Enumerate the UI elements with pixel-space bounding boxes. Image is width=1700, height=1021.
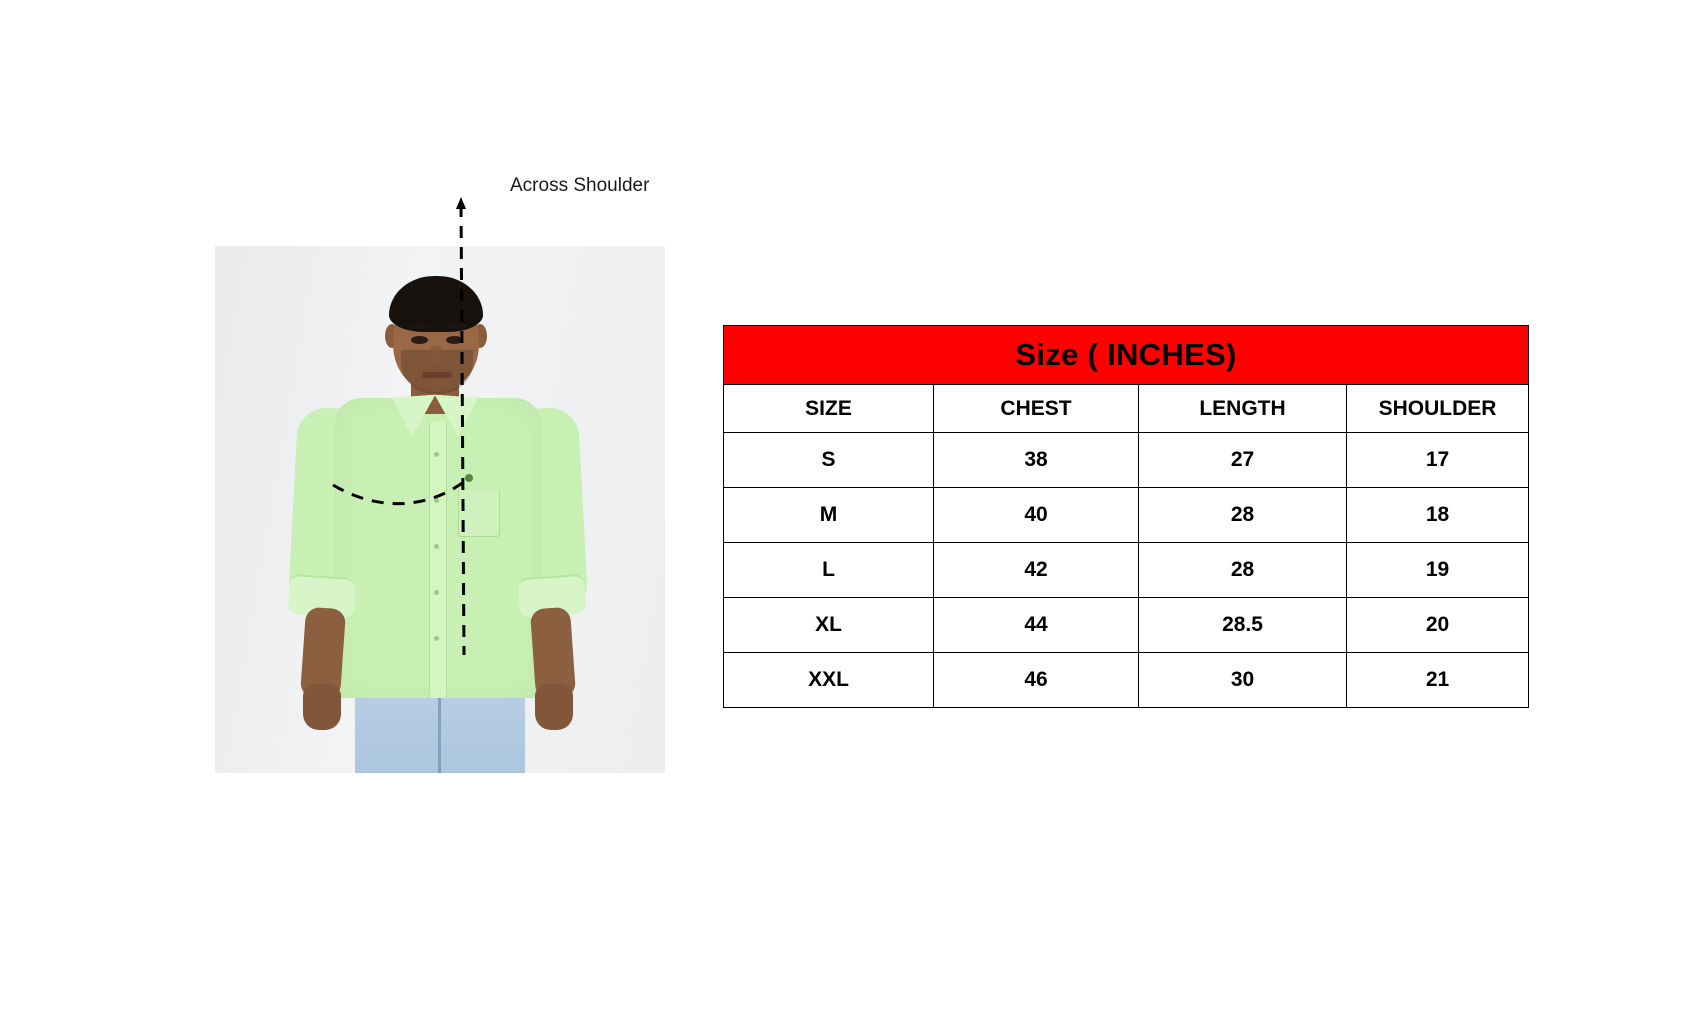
across-shoulder-arrowhead	[456, 197, 466, 209]
column-header-shoulder: SHOULDER	[1347, 385, 1529, 433]
size-chart-table	[723, 325, 1529, 708]
table-row	[724, 653, 1529, 708]
shirt-placket	[429, 422, 447, 698]
table-header-row	[724, 385, 1529, 433]
model-photo	[215, 246, 665, 773]
cell-chest: 40	[934, 488, 1139, 543]
hand-right	[535, 684, 573, 730]
cell-chest: 46	[934, 653, 1139, 708]
cell-length: 28.5	[1139, 598, 1347, 653]
cell-shoulder: 21	[1347, 653, 1529, 708]
mouth	[422, 372, 452, 378]
cell-size: M	[724, 488, 934, 543]
shirt-button	[434, 452, 439, 457]
cell-shoulder: 17	[1347, 433, 1529, 488]
table-row	[724, 433, 1529, 488]
cell-length: 27	[1139, 433, 1347, 488]
shirt-pocket-logo	[465, 474, 473, 482]
across-shoulder-annotation-label: Across Shoulder	[510, 175, 650, 196]
cell-size: XXL	[724, 653, 934, 708]
shirt-button	[434, 636, 439, 641]
eye-left	[411, 336, 428, 344]
shirt-button	[434, 590, 439, 595]
cell-length: 28	[1139, 488, 1347, 543]
table-row	[724, 543, 1529, 598]
cell-size: S	[724, 433, 934, 488]
cell-shoulder: 19	[1347, 543, 1529, 598]
shirt-button	[434, 544, 439, 549]
shirt-button	[434, 498, 439, 503]
table-title-row	[724, 326, 1529, 385]
nose	[431, 346, 441, 366]
eye-right	[446, 336, 463, 344]
cell-length: 28	[1139, 543, 1347, 598]
hand-left	[303, 684, 341, 730]
cell-size: XL	[724, 598, 934, 653]
shirt-pocket	[458, 490, 500, 537]
cell-chest: 44	[934, 598, 1139, 653]
cell-chest: 42	[934, 543, 1139, 598]
column-header-length: LENGTH	[1139, 385, 1347, 433]
cell-size: L	[724, 543, 934, 598]
cell-chest: 38	[934, 433, 1139, 488]
size-chart-title: Size ( INCHES)	[724, 326, 1529, 385]
column-header-chest: CHEST	[934, 385, 1139, 433]
column-header-size: SIZE	[724, 385, 934, 433]
jeans-seam	[438, 698, 441, 773]
size-guide-illustration	[215, 175, 665, 805]
cell-shoulder: 20	[1347, 598, 1529, 653]
cell-length: 30	[1139, 653, 1347, 708]
table-row	[724, 598, 1529, 653]
table-row	[724, 488, 1529, 543]
cell-shoulder: 18	[1347, 488, 1529, 543]
